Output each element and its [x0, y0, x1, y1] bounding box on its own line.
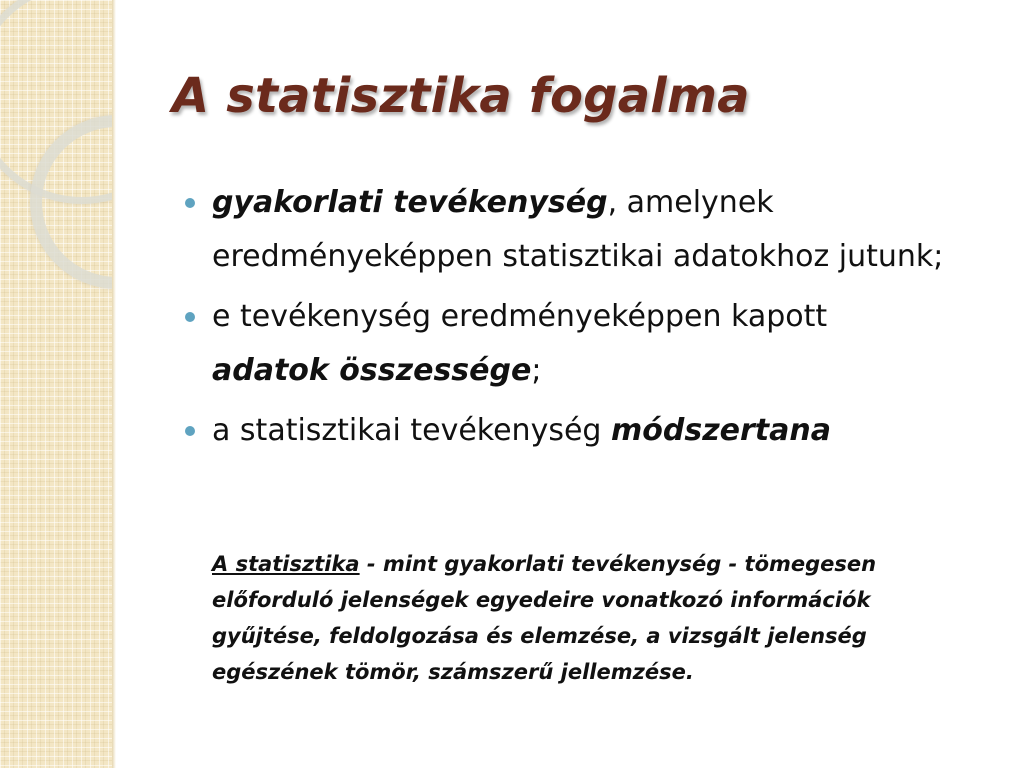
definition-term: A statisztika: [212, 552, 360, 576]
sidebar-edge: [112, 0, 116, 768]
decorative-sidebar: [0, 0, 112, 768]
bullet-icon: [185, 198, 195, 208]
list-item: [185, 176, 945, 284]
bullet-icon: [185, 312, 195, 322]
bullet-emphasis: módszertana: [611, 413, 831, 448]
slide-title: A statisztika fogalma: [172, 68, 750, 124]
bullet-text: a statisztikai tevékenység: [212, 413, 611, 448]
bullet-suffix: ;: [531, 353, 542, 388]
definition-paragraph: [212, 546, 982, 690]
bullet-icon: [185, 426, 195, 436]
bullet-text: e tevékenység eredményeképpen kapott: [212, 299, 828, 334]
bullet-text: , amelynek eredményeképpen statisztikai adatokhoz jutunk;: [212, 185, 944, 274]
list-item: [185, 404, 945, 458]
bullet-emphasis: gyakorlati tevékenység: [212, 185, 608, 220]
definition-body: - mint gyakorlati tevékenység - tömegesen előforduló jelenségek egyedeire vonatkozó információk gyűjtése, feldolgozása és elemzése, a vizsgált jelenség egészének tömör, számszerű jellemzése.: [212, 552, 877, 684]
bullet-list: [185, 176, 945, 464]
bullet-emphasis: adatok összessége: [212, 353, 532, 388]
list-item: [185, 290, 945, 398]
